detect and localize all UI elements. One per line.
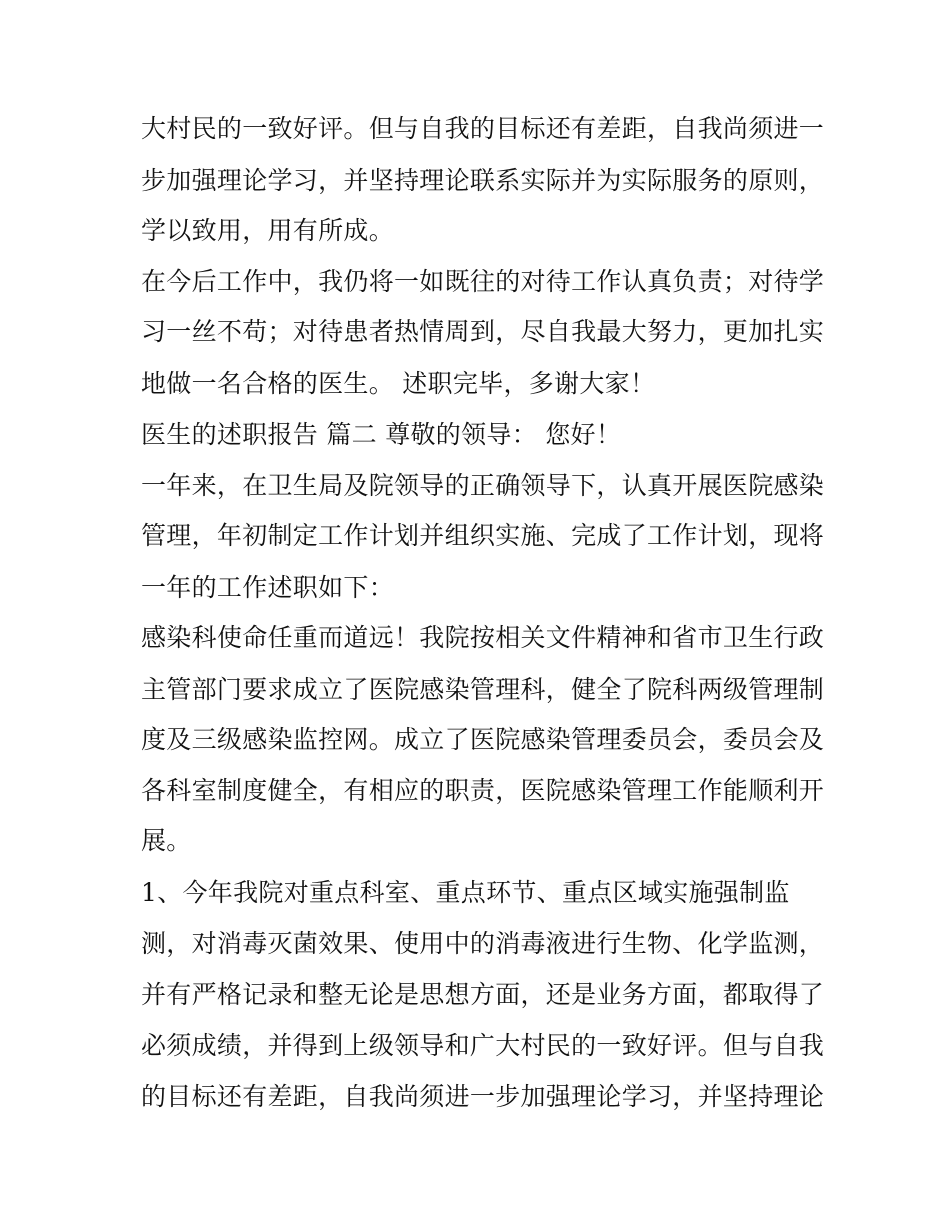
text-line: 管理，年初制定工作计划并组织实施、完成了工作计划，现将 [141,521,825,550]
text-line: 的目标还有差距，自我尚须进一步加强理论学习，并坚持理论 [141,1082,825,1111]
text-line: 必须成绩，并得到上级领导和广大村民的一致好评。但与自我 [141,1031,825,1060]
text-line: 地做一名合格的医生。 述职完毕，多谢大家！ [141,369,656,398]
text-line: 测，对消毒灭菌效果、使用中的消毒液进行生物、化学监测， [141,929,825,958]
text-line: 步加强理论学习，并坚持理论联系实际并为实际服务的原则， [141,166,825,195]
text-line: 大村民的一致好评。但与自我的目标还有差距，自我尚须进一 [141,114,825,143]
text-line: 感染科使命任重而道远！我院按相关文件精神和省市卫生行政 [141,623,825,652]
text-line: 主管部门要求成立了医院感染管理科，健全了院科两级管理制 [141,675,825,704]
text-line: 在今后工作中，我仍将一如既往的对待工作认真负责；对待学 [141,267,825,296]
text-line: 展。 [141,826,192,855]
list-item-line: 1、今年我院对重点科室、重点环节、重点区域实施强制监 [141,878,790,907]
text-line: 习一丝不苟；对待患者热情周到，尽自我最大努力，更加扎实 [141,317,825,346]
text-line: 一年来，在卫生局及院领导的正确领导下，认真开展医院感染 [141,471,825,500]
text-line: 各科室制度健全，有相应的职责，医院感染管理工作能顺利开 [141,776,825,805]
text-line: 学以致用，用有所成。 [141,216,395,245]
text-line: 并有严格记录和整无论是思想方面，还是业务方面，都取得了 [141,980,825,1009]
text-line: 度及三级感染监控网。成立了医院感染管理委员会，委员会及 [141,725,825,754]
text-line: 一年的工作述职如下： [141,573,395,602]
section-heading: 医生的述职报告 篇二 尊敬的领导： 您好！ [141,420,622,449]
